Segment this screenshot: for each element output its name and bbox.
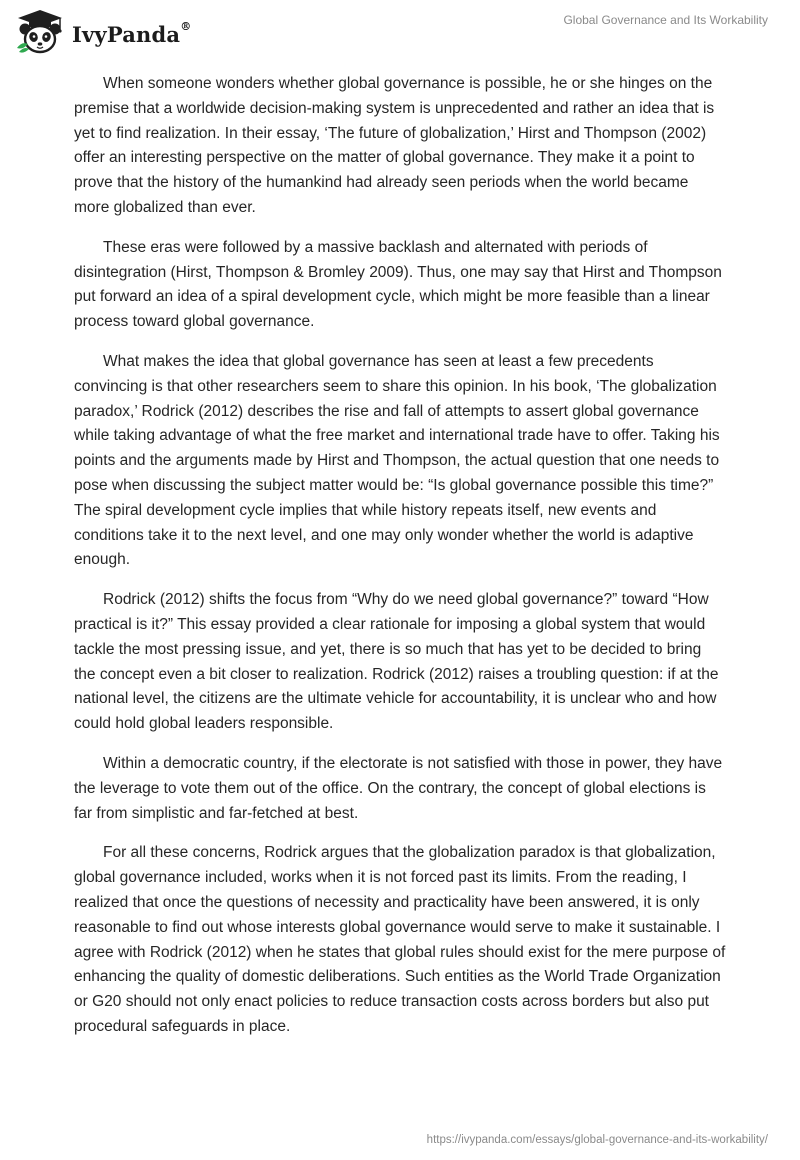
footer-url-link[interactable]: https://ivypanda.com/essays/global-governance-and-its-workability/ <box>426 1134 768 1146</box>
paragraph: When someone wonders whether global governance is possible, he or she hinges on the premise that a worldwide decision-making system is unprecedented and rather an idea that is yet to find realization. In their essay, ‘The future of globalization,’ Hirst and Thompson (2002) offer an interesting perspective on the matter of global governance. They make it a point to prove that the history of the humankind had already seen periods when the world became more globalized than ever. <box>74 75 715 216</box>
document-title: Global Governance and Its Workability <box>563 13 768 27</box>
brand-name <box>72 19 192 47</box>
brand-name-text: IvyPanda <box>72 21 181 47</box>
page-header <box>0 0 800 60</box>
paragraph: These eras were followed by a massive backlash and alternated with periods of disintegration (Hirst, Thompson & Bromley 2009). Thus, one may say that Hirst and Thompson put forward an idea of a spiral development cycle, which might be more feasible than a linear process toward global governance. <box>74 238 722 331</box>
registered-mark: ® <box>180 19 192 33</box>
panda-graduation-cap-icon <box>14 8 66 56</box>
paragraph: What makes the idea that global governance has seen at least a few precedents convincing is that other researchers seem to share this opinion. In his book, ‘The globalization paradox,’ Rodrick (2012) describes the rise and fall of attempts to assert global governance while taking advantage of what the free market and international trade have to offer. Taking his points and the arguments made by Hirst and Thompson, the actual question that one needs to pose when discussing the subject matter would be: “Is global governance possible this time?” The spiral development cycle implies that while history repeats itself, new events and conditions take it to the next level, and one may only wonder whether the world is adaptive enough. <box>74 352 720 569</box>
paragraph: For all these concerns, Rodrick argues that the globalization paradox is that globalization, global governance included, works when it is not forced past its limits. From the reading, I realized that once the questions of necessity and practicality have been answered, it is only reasonable to find out whose interests global governance would serve to make it sustainable. I agree with Rodrick (2012) when he states that global rules should exist for the mere purpose of enhancing the quality of domestic deliberations. Such entities as the World Trade Organization or G20 should not only enact policies to reduce transaction costs across borders but also put procedural safeguards in place. <box>74 844 726 1035</box>
paragraph: Within a democratic country, if the electorate is not satisfied with those in power, they have the leverage to vote them out of the office. On the contrary, the concept of global elections is far from simplistic and far-fetched at best. <box>74 754 723 822</box>
paragraph: Rodrick (2012) shifts the focus from “Why do we need global governance?” toward “How practical is it?” This essay provided a clear rationale for imposing a global system that would tackle the most pressing issue, and yet, there is so much that has yet to be decided to bring the concept even a bit closer to realization. Rodrick (2012) raises a troubling question: if at the national level, the citizens are the ultimate vehicle for accountability, it is unclear who and how could hold global leaders responsible. <box>74 591 719 733</box>
ivypanda-logo[interactable] <box>14 8 191 56</box>
essay-body <box>74 72 726 1055</box>
